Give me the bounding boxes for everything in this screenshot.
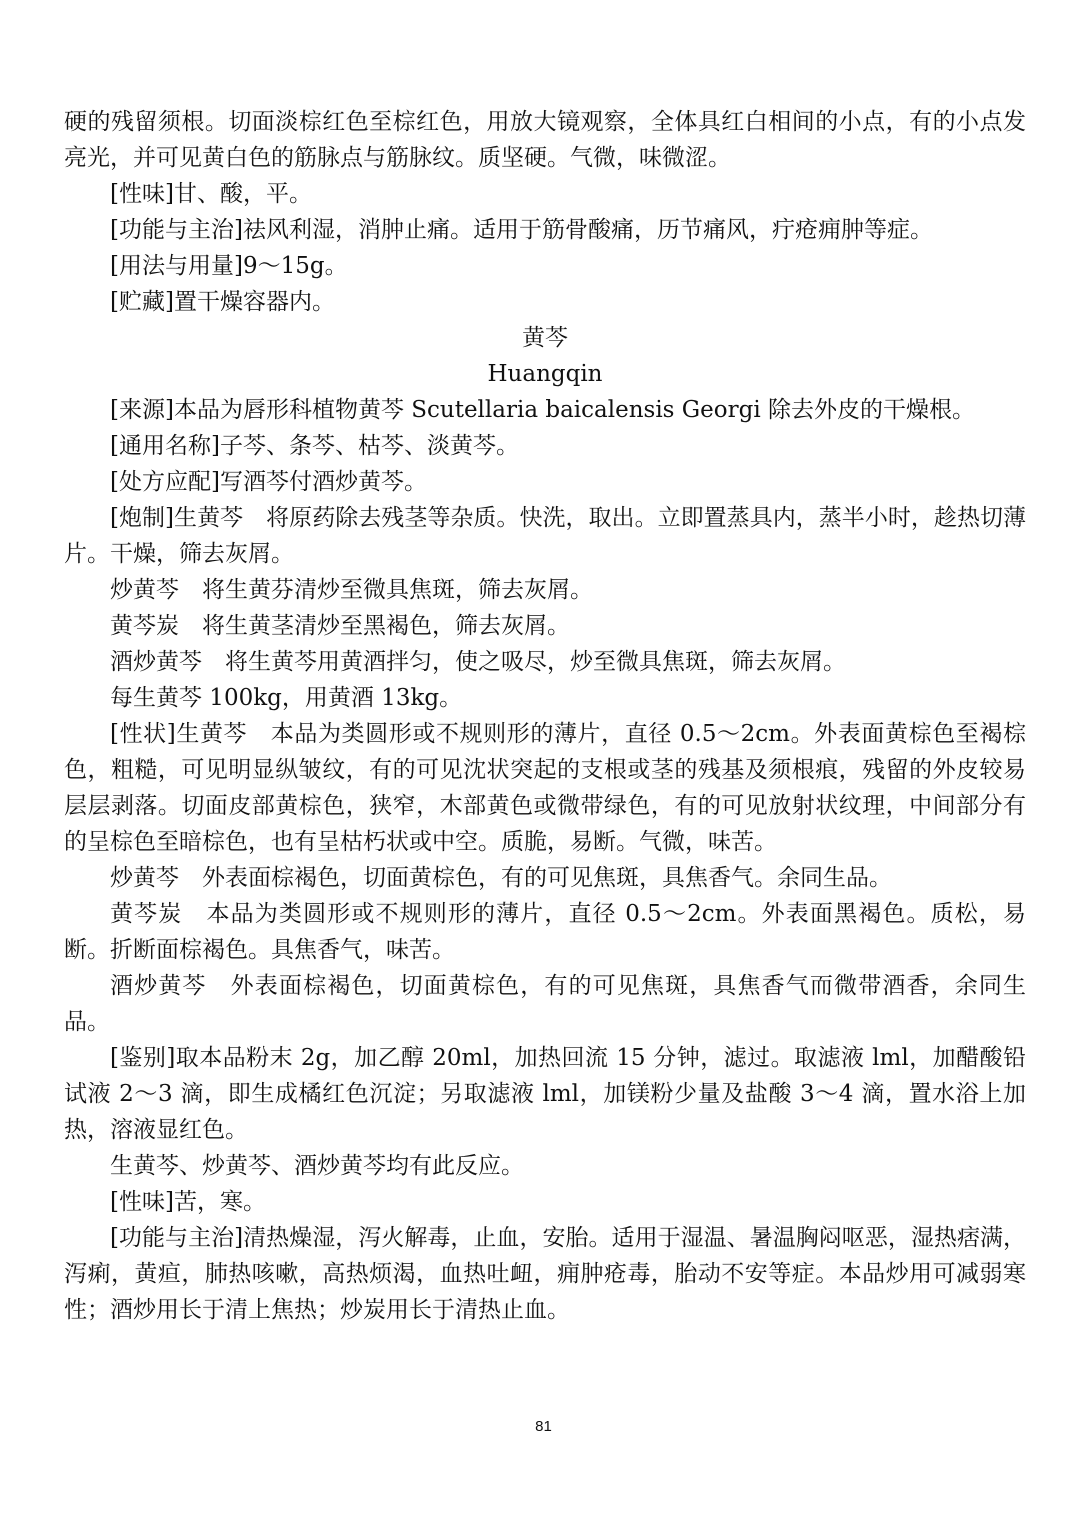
body-text [64,104,1026,1328]
paragraph: [来源]本品为唇形科植物黄芩 Scutellaria baicalensis Georgi 除去外皮的干燥根。 [110,397,976,423]
paragraph: 黄芩炭 本品为类圆形或不规则形的薄片，直径 0.5～2cm。外表面黑褐色。质松，易断。折断面棕褐色。具焦香气，味苦。 [64,901,1026,963]
paragraph: 硬的残留须根。切面淡棕红色至棕红色，用放大镜观察，全体具红白相间的小点，有的小点发亮光，并可见黄白色的筋脉点与筋脉纹。质坚硬。气微，味微涩。 [64,109,1026,171]
paragraph: [用法与用量]9～15g。 [110,253,348,279]
paragraph: [炮制]生黄芩 将原药除去残茎等杂质。快洗，取出。立即置蒸具内，蒸半小时，趁热切薄片。干燥，筛去灰屑。 [64,505,1026,567]
page-number: 81 [535,1418,552,1435]
entry-pinyin: Huangqin [487,361,603,387]
paragraph: 炒黄芩 将生黄芬清炒至微具焦斑，筛去灰屑。 [110,577,593,603]
paragraph: [功能与主治]清热燥湿，泻火解毒，止血，安胎。适用于湿温、暑温胸闷呕恶，湿热痞满，泻痢，黄疸，肺热咳嗽，高热烦渴，血热吐衄，痈肿疮毒，胎动不安等症。本品炒用可减弱寒性；酒炒用长于清上焦热；炒炭用长于清热止血。 [64,1225,1026,1323]
paragraph: [鉴别]取本品粉末 2g，加乙醇 20ml，加热回流 15 分钟，滤过。取滤液 lml，加醋酸铅试液 2～3 滴，即生成橘红色沉淀；另取滤液 lml，加镁粉少量及盐酸 3～4 滴，置水浴上加热，溶液显红色。 [64,1045,1026,1143]
paragraph: 黄芩炭 将生黄茎清炒至黑褐色，筛去灰屑。 [110,613,570,639]
paragraph: [功能与主治]祛风利湿，消肿止痛。适用于筋骨酸痛，历节痛风，疔疮痈肿等症。 [110,217,933,243]
paragraph: [性味]甘、酸，平。 [110,181,312,207]
paragraph: [性味]苦，寒。 [110,1189,266,1215]
paragraph: 酒炒黄芩 外表面棕褐色，切面黄棕色，有的可见焦斑，具焦香气而微带酒香，余同生品。 [64,973,1026,1035]
paragraph: [通用名称]子芩、条芩、枯芩、淡黄芩。 [110,433,519,459]
paragraph: 酒炒黄芩 将生黄芩用黄酒拌匀，使之吸尽，炒至微具焦斑，筛去灰屑。 [110,649,846,675]
paragraph: [贮藏]置干燥容器内。 [110,289,335,315]
paragraph: [性状]生黄芩 本品为类圆形或不规则形的薄片，直径 0.5～2cm。外表面黄棕色至褐棕色，粗糙，可见明显纵皱纹，有的可见沈状突起的支根或茎的残基及须根痕，残留的外皮较易层层剥落。切面皮部黄棕色，狭窄，木部黄色或微带绿色，有的可见放射状纹理，中间部分有的呈棕色至暗棕色，也有呈枯朽状或中空。质脆，易断。气微，味苦。 [64,721,1026,855]
entry-title: 黄芩 [522,325,568,351]
paragraph: 炒黄芩 外表面棕褐色，切面黄棕色，有的可见焦斑，具焦香气。余同生品。 [110,865,892,891]
paragraph: 生黄芩、炒黄芩、酒炒黄芩均有此反应。 [110,1153,524,1179]
paragraph: [处方应配]写酒芩付酒炒黄芩。 [110,469,427,495]
paragraph: 每生黄芩 100kg，用黄酒 13kg。 [110,685,463,711]
